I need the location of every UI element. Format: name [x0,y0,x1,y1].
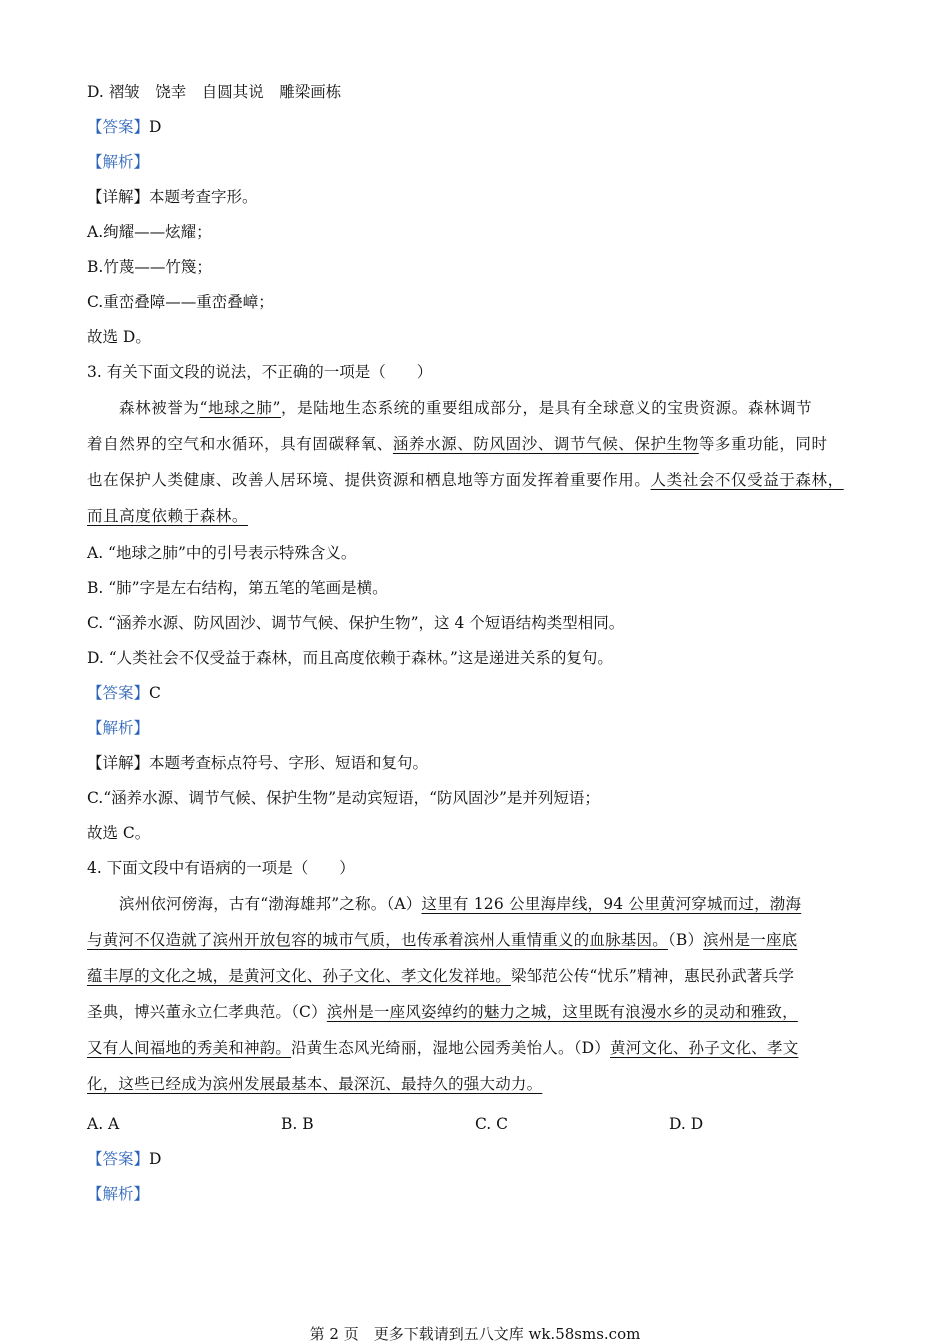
q3-option-c: C. “涵养水源、防风固沙、调节气候、保护生物”，这 4 个短语结构类型相同。 [87,614,625,632]
underlined-text: 蕴丰厚的文化之城，是黄河文化、孙子文化、孝文化发祥地。 [87,967,511,985]
q2-detail [87,187,258,207]
detail-tag: 【详解】 [87,188,150,206]
underlined-text: 与黄河不仅造就了滨州开放包容的城市气质，也传承着滨州人重情重义的血脉基因。 [87,931,668,949]
q2-item-c: C.重峦叠障——重峦叠嶂； [87,293,274,311]
q4-stem: 4. 下面文段中有语病的一项是（ ） [87,859,355,877]
q4-option-c: C. C [475,1115,509,1133]
q4-answer [87,1149,161,1169]
answer-value: C [149,684,161,702]
detail-text: 本题考查标点符号、字形、短语和复句。 [149,754,429,772]
q3-answer [87,683,161,703]
text: 沿黄生态风光绮丽，湿地公园秀美怡人。（D） [291,1039,610,1057]
q4-option-a: A. A [87,1115,120,1133]
answer-value: D [149,118,162,136]
q4-passage-line4 [87,1002,798,1022]
q2-analysis-tag: 【解析】 [87,153,150,171]
q2-item-a: A.绚耀——炫耀； [87,223,212,241]
q3-detail [87,753,428,773]
underlined-text: 人类社会不仅受益于森林， [650,471,844,489]
text: 圣典，博兴董永立仁孝典范。（C） [87,1003,327,1021]
q3-conclusion: 故选 C。 [87,824,151,842]
underlined-text: 涵养水源、防风固沙、调节气候、保护生物 [392,435,699,453]
q3-explain: C.“涵养水源、调节气候、保护生物”是动宾短语，“防风固沙”是并列短语； [87,789,600,807]
q3-option-a: A. “地球之肺”中的引号表示特殊含义。 [87,544,357,562]
answer-tag: 【答案】 [87,1150,150,1168]
q4-passage-line3 [87,966,794,986]
text: 也在保护人类健康、改善人居环境、提供资源和栖息地等方面发挥着重要作用。 [87,471,651,489]
underlined-text: 又有人间福地的秀美和神韵。 [87,1039,292,1057]
q3-passage-line4: 而且高度依赖于森林。 [87,507,249,525]
page-footer: 第 2 页 更多下载请到五八文库 wk.58sms.com [309,1325,641,1343]
q4-passage-line6: 化，这些已经成为滨州发展最基本、最深沉、最持久的强大动力。 [87,1075,543,1093]
text: 滨州依河傍海，古有“渤海雄邦”之称。（A） [119,895,422,913]
q3-analysis-tag: 【解析】 [87,719,150,737]
q4-passage-line5 [87,1038,798,1058]
underlined-text: 滨州是一座风姿绰约的魅力之城，这里既有浪漫水乡的灵动和雅致， [326,1003,798,1021]
detail-text: 本题考查字形。 [149,188,258,206]
q3-passage-line1 [119,398,812,418]
q3-stem: 3. 有关下面文段的说法，不正确的一项是（ ） [87,363,433,381]
underlined-text: 黄河文化、孙子文化、孝文 [610,1039,799,1057]
answer-value: D [149,1150,162,1168]
answer-tag: 【答案】 [87,118,150,136]
q3-option-b: B. “肺”字是左右结构，第五笔的笔画是横。 [87,579,388,597]
q3-passage-line3 [87,470,844,490]
underlined-text: 滨州是一座底 [703,931,798,949]
underlined-text: 这里有 126 公里海岸线，94 公里黄河穿城而过，渤海 [421,895,802,913]
q2-option-d: D. 褶皱 饶幸 自圆其说 雕梁画栋 [87,83,342,101]
answer-tag: 【答案】 [87,684,150,702]
underlined-text: “地球之肺” [199,399,281,417]
q2-answer [87,117,161,137]
q3-passage-line2 [87,434,828,454]
text: 等多重功能，同时 [698,435,828,453]
text: （B） [667,931,704,949]
q4-analysis-tag: 【解析】 [87,1185,150,1203]
text: 梁邹范公传“忧乐”精神，惠民孙武著兵学 [510,967,795,985]
text: ，是陆地生态系统的重要组成部分，是具有全球意义的宝贵资源。森林调节 [280,399,813,417]
q2-conclusion: 故选 D。 [87,328,151,346]
q4-option-d: D. D [669,1115,704,1133]
q3-option-d: D. “人类社会不仅受益于森林，而且高度依赖于森林。”这是递进关系的复句。 [87,649,613,667]
text: 着自然界的空气和水循环，具有固碳释氧、 [87,435,393,453]
q4-passage-line1 [119,894,801,914]
detail-tag: 【详解】 [87,754,150,772]
q4-passage-line2 [87,930,797,950]
q4-option-b: B. B [281,1115,314,1133]
text: 森林被誉为 [119,399,200,417]
q2-item-b: B.竹蔑——竹篾； [87,258,212,276]
